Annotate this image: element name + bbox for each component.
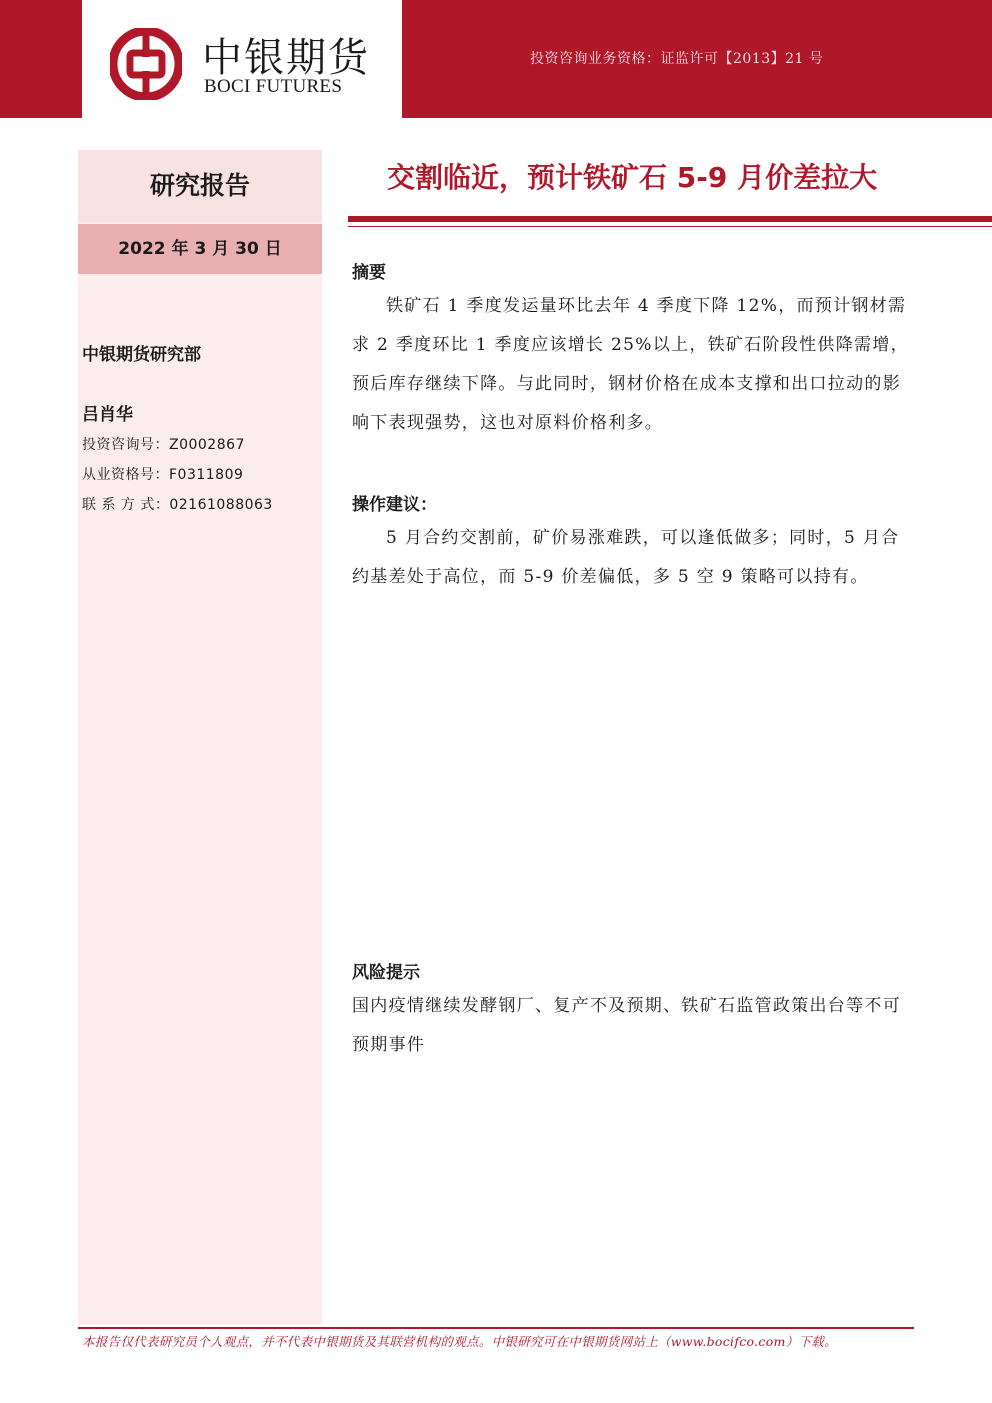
- company-logo: [110, 20, 400, 100]
- summary-heading: 摘要: [352, 263, 386, 283]
- consult-number: 投资咨询号：Z0002867: [82, 437, 245, 453]
- advice-heading: 操作建议：: [352, 495, 437, 515]
- license-text: 投资咨询业务资格：证监许可【2013】21 号: [530, 51, 824, 67]
- title-rule: [348, 216, 992, 222]
- author-name: 吕肖华: [82, 405, 133, 425]
- risk-text: 国内疫情继续发酵钢厂、复产不及预期、铁矿石监管政策出台等不可预期事件: [352, 996, 901, 1055]
- department: 中银期货研究部: [82, 345, 201, 365]
- footer-rule: [78, 1327, 914, 1329]
- contact-info: 联 系 方 式：02161088063: [82, 497, 273, 513]
- report-title: 交割临近，预计铁矿石 5-9 月价差拉大: [387, 161, 878, 194]
- logo-english-name: BOCI FUTURES: [204, 76, 343, 97]
- report-date: 2022 年 3 月 30 日: [78, 224, 322, 274]
- summary-text: 铁矿石 1 季度发运量环比去年 4 季度下降 12%，而预计钢材需求 2 季度环比 1 季度应该增长 25%以上，铁矿石阶段性供降需增，预后库存继续下降。与此同时，钢材价格在成本支撑和出口拉动的影响下表现强势，这也对原料价格利多。: [352, 296, 909, 433]
- header-band-left: [0, 0, 82, 118]
- risk-heading: 风险提示: [352, 963, 420, 983]
- title-rule-thin: [348, 226, 992, 227]
- qualification-number: 从业资格号：F0311809: [82, 467, 244, 483]
- logo-chinese-name: 中银期货: [202, 35, 370, 81]
- sidebar-panel: [78, 150, 322, 1325]
- advice-text: 5 月合约交割前，矿价易涨难跌，可以逢低做多；同时，5 月合约基差处于高位，而 5-9 价差偏低，多 5 空 9 策略可以持有。: [352, 528, 900, 587]
- footer-disclaimer: 本报告仅代表研究员个人观点，并不代表中银期货及其联营机构的观点。中银研究可在中银期货网站上（www.bocifco.com）下载。: [82, 1334, 837, 1349]
- report-type: 研究报告: [78, 150, 322, 222]
- boc-logo-icon: [110, 28, 182, 100]
